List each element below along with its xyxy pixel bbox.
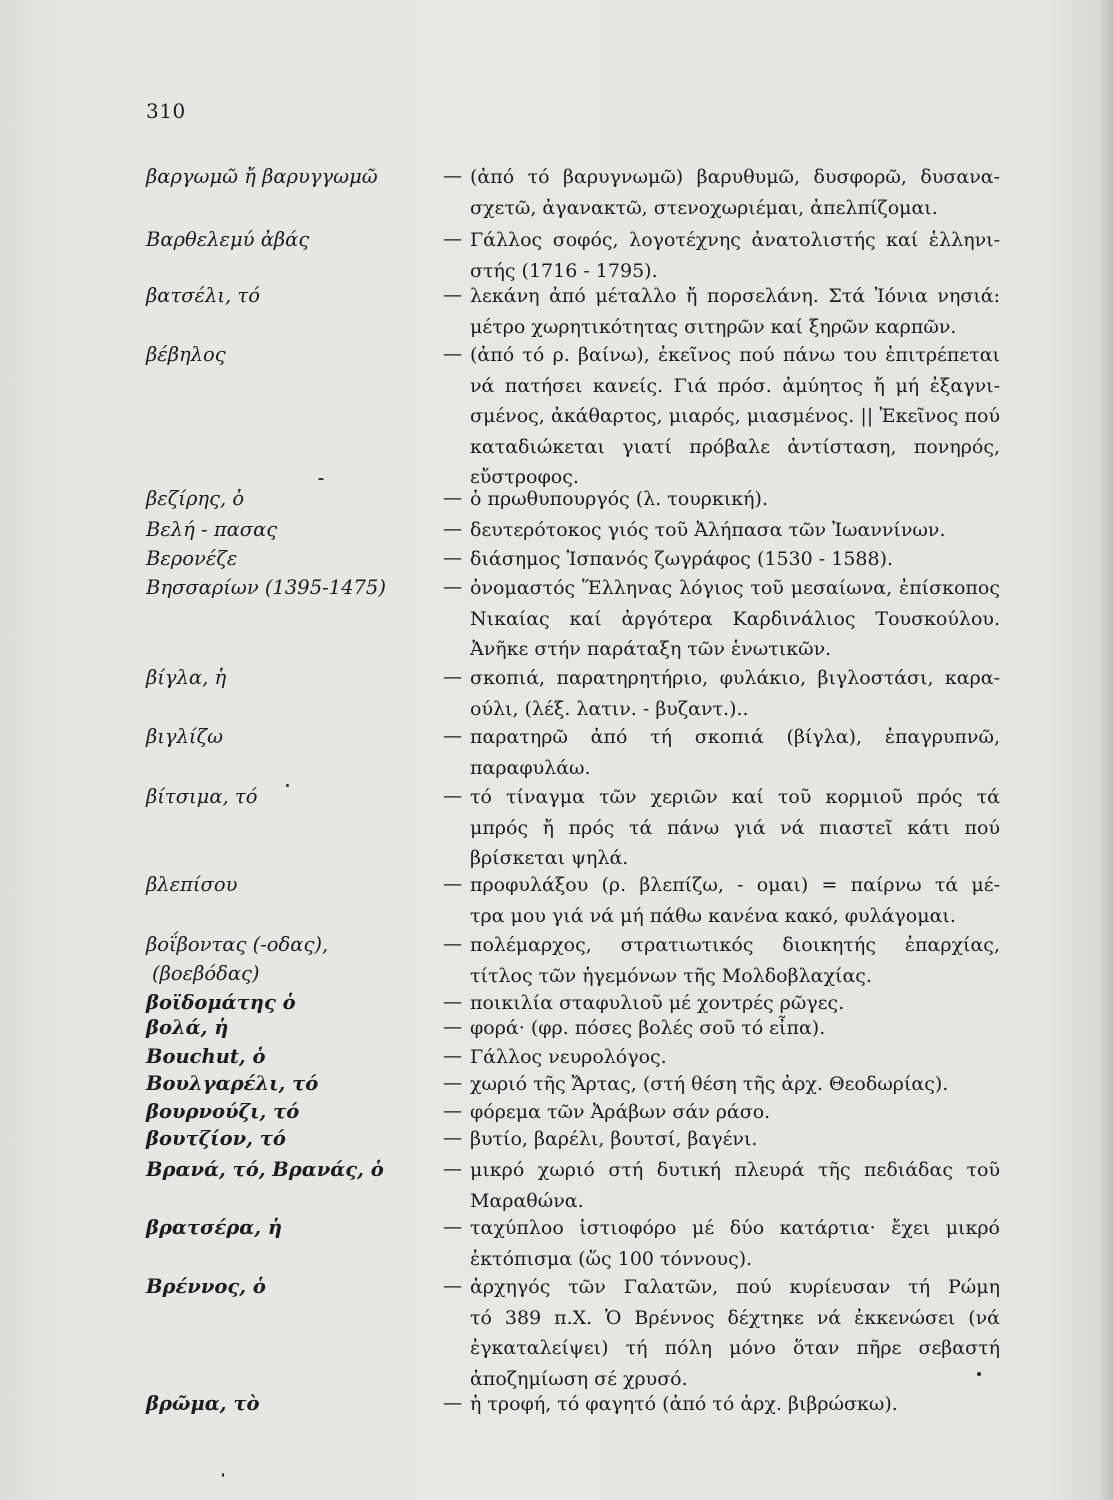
entry-definition <box>470 573 1000 665</box>
entry-dash: — <box>443 576 462 598</box>
definition-line: στής (1716 - 1795). <box>470 259 658 282</box>
entry-term-line: Bouchut, ὁ <box>146 1045 266 1068</box>
entry-dash: — <box>443 1127 462 1149</box>
entry-term-line: Βελή - πασας <box>146 518 278 541</box>
entry-definition <box>470 281 1000 342</box>
definition-line: μικρό χωριό στή δυτική πλευρά τῆς πεδιάδας τοῦ <box>470 1159 1000 1181</box>
definition-line: Γάλλος νευρολόγος. <box>470 1046 667 1068</box>
entry-term-line: βολά, ἡ <box>146 1016 229 1039</box>
entry-dash: — <box>443 785 462 807</box>
definition-line: εὔστροφος. <box>470 466 579 488</box>
definition-line: διάσημος Ἰσπανός ζωγράφος (1530 - 1588). <box>470 548 894 570</box>
definition-line: (ἀπό τό βαρυγνωμῶ) βαρυθυμῶ, δυσφορῶ, δυσανα- <box>470 166 1000 188</box>
definition-line: βυτίο, βαρέλι, βουτσί, βαγένι. <box>470 1128 758 1150</box>
entry-dash: — <box>443 1072 462 1094</box>
definition-line: σκοπιά, παρατηρητήριο, φυλάκιο, βιγλοστάσι, καρα- <box>470 667 1000 689</box>
entry-term <box>146 340 436 369</box>
definition-line: παραφυλάω. <box>470 756 591 779</box>
entry-term <box>146 870 436 899</box>
entry-definition <box>470 722 1000 783</box>
entry-term-line: Βουλγαρέλι, τό <box>146 1072 319 1095</box>
entry-term <box>146 573 436 602</box>
entry-term <box>146 484 436 513</box>
definition-line: σχετῶ, ἀγανακτῶ, στενοχωριέμαι, ἀπελπίζομαι. <box>470 196 938 219</box>
entry-term-line: Βρανά, τό, Βρανάς, ὁ <box>146 1158 384 1181</box>
entry-term <box>146 663 436 692</box>
entry-dash: — <box>443 1392 462 1414</box>
definition-line: Ἀνῆκε στήν παράταξη τῶν ἑνωτικῶν. <box>470 638 832 660</box>
entry-definition <box>470 870 1000 931</box>
entry-term-line: βέβηλος <box>146 343 226 366</box>
entry-dash: — <box>443 1216 462 1238</box>
entry-term-line: βοΐβοντας (-οδας), <box>146 933 329 956</box>
definition-line: μπρός ἤ πρός τά πάνω γιά νά πιαστεῖ κάτι πού <box>470 816 1000 839</box>
entry-term-line: βιγλίζω <box>146 725 224 748</box>
definition-line: ἐγκαταλείψει) τή πόλη μόνο ὅταν πῆρε σεβαστή <box>470 1337 1000 1359</box>
entry-term <box>146 1069 436 1098</box>
definition-line: (ἀπό τό ρ. βαίνω), ἐκεῖνος πού πάνω του ἐπιτρέπεται <box>470 344 1000 366</box>
definition-line: ταχύπλοο ἱστιοφόρο μέ δύο κατάρτια· ἔχει μικρό <box>470 1217 1000 1239</box>
entry-term-line: βοϊδομάτης ὁ <box>146 991 296 1014</box>
definition-line: μέτρο χωρητικότητας σιτηρῶν καί ξηρῶν καρπῶν. <box>470 315 957 338</box>
definition-line: πολέμαρχος, στρατιωτικός διοικητής ἐπαρχίας, <box>470 934 1000 956</box>
entry-term <box>146 1124 436 1153</box>
entry-term <box>146 1097 436 1126</box>
page-number: 310 <box>146 99 186 123</box>
entry-definition <box>470 515 1000 546</box>
entry-term <box>146 515 436 544</box>
entry-definition <box>470 162 1000 223</box>
entry-dash: — <box>443 518 462 540</box>
entry-definition <box>470 663 1000 724</box>
definition-line: ἀρχηγός τῶν Γαλατῶν, πού κυρίευσαν τή Ρώμη <box>470 1276 1000 1298</box>
definition-line: χωριό τῆς Ἄρτας, (στή θέση τῆς ἀρχ. Θεοδωρίας). <box>470 1073 949 1095</box>
definition-line: βρίσκεται ψηλά. <box>470 847 629 869</box>
definition-line: Νικαίας καί ἀργότερα Καρδινάλιος Τουσκούλου. <box>470 607 1000 630</box>
ink-speck <box>977 1372 981 1376</box>
entry-term <box>146 782 436 811</box>
entry-dash: — <box>443 343 462 365</box>
entry-definition <box>470 1042 1000 1073</box>
definition-line: τίτλος τῶν ἡγεμόνων τῆς Μολδοβλαχίας. <box>470 964 872 987</box>
definition-line: ἐκτόπισμα (ὥς 100 τόννους). <box>470 1247 753 1270</box>
entry-definition <box>470 1213 1000 1274</box>
entry-term <box>146 930 436 988</box>
entry-term <box>146 722 436 751</box>
ink-speck <box>318 478 324 480</box>
ink-speck <box>222 1473 224 1477</box>
entry-term-line: Βερονέζε <box>146 547 238 570</box>
entry-term-line: Βρέννος, ὁ <box>146 1275 266 1298</box>
definition-line: δευτερότοκος γιός τοῦ Ἀλήπασα τῶν Ἰωαννίνων. <box>470 519 946 541</box>
entry-dash: — <box>443 933 462 955</box>
entry-definition <box>470 544 1000 575</box>
entry-definition <box>470 1013 1000 1044</box>
entry-term-line: βρατσέρα, ἡ <box>146 1216 283 1239</box>
entry-definition <box>470 1097 1000 1128</box>
definition-line: ὁ πρωθυπουργός (λ. τουρκική). <box>470 488 768 510</box>
entry-definition <box>470 930 1000 991</box>
entry-definition <box>470 1389 1000 1420</box>
ink-speck <box>286 784 289 787</box>
definition-line: σμένος, ἀκάθαρτος, μιαρός, μιασμένος. || Ἐκεῖνος πού <box>470 405 1000 427</box>
entry-term-line: βατσέλι, τό <box>146 284 260 307</box>
entry-dash: — <box>443 991 462 1013</box>
entry-dash: — <box>443 547 462 569</box>
entry-term-line: βαργωμῶ ἤ βαρυγγωμῶ <box>146 165 378 188</box>
entry-term <box>146 1042 436 1071</box>
definition-line: παρατηρῶ ἀπό τή σκοπιά (βίγλα), ἐπαγρυπνῶ, <box>470 726 1000 748</box>
definition-line: Γάλλος σοφός, λογοτέχνης ἀνατολιστής καί ἑλληνι- <box>470 229 1000 251</box>
definition-line: ὀνομαστός Ἕλληνας λόγιος τοῦ μεσαίωνα, ἐπίσκοπος <box>470 577 1000 599</box>
entry-dash: — <box>443 165 462 187</box>
entry-definition <box>470 1155 1000 1216</box>
entry-definition <box>470 782 1000 874</box>
definition-line: ούλι, (λέξ. λατιν. - βυζαντ.).. <box>470 697 749 720</box>
definition-line: λεκάνη ἀπό μέταλλο ἤ πορσελάνη. Στά Ἰόνια νησιά: <box>470 285 1000 307</box>
entry-term <box>146 225 436 254</box>
entry-term-line: βίτσιμα, τό <box>146 785 258 808</box>
definition-line: καταδιώκεται γιατί πρόβαλε ἀντίσταση, πονηρός, <box>470 435 1000 458</box>
entry-definition <box>470 1272 1000 1394</box>
definition-line: τρα μου γιά νά μή πάθω κανένα κακό, φυλάγομαι. <box>470 904 956 927</box>
entry-definition <box>470 1069 1000 1100</box>
entry-dash: — <box>443 487 462 509</box>
definition-line: ποικιλία σταφυλιοῦ μέ χοντρές ρῶγες. <box>470 992 845 1014</box>
entry-definition <box>470 484 1000 515</box>
entry-term-line: βουτζίον, τό <box>146 1127 286 1150</box>
entry-dash: — <box>443 1045 462 1067</box>
definition-line: ἀποζημίωση σέ χρυσό. <box>470 1367 688 1390</box>
entry-term-line: βίγλα, ἡ <box>146 666 227 689</box>
entry-term <box>146 1389 436 1418</box>
entry-term <box>146 1213 436 1242</box>
entry-term-line: βεζίρης, ὁ <box>146 487 245 510</box>
entry-dash: — <box>443 873 462 895</box>
entry-term <box>146 1155 436 1184</box>
entry-dash: — <box>443 1275 462 1297</box>
entry-dash: — <box>443 1158 462 1180</box>
entry-definition <box>470 340 1000 493</box>
entry-dash: — <box>443 228 462 250</box>
entry-dash: — <box>443 666 462 688</box>
entry-dash: — <box>443 1016 462 1038</box>
entry-term-line: Βαρθελεμύ ἀβάς <box>146 228 310 251</box>
definition-line: προφυλάξου (ρ. βλεπίζω, - ομαι) = παίρνω τά μέ- <box>470 874 1000 896</box>
entry-term <box>146 1013 436 1042</box>
entry-term <box>146 1272 436 1301</box>
definition-line: φορά· (φρ. πόσες βολές σοῦ τό εἶπα). <box>470 1017 826 1039</box>
entry-term-line: (βοεβόδας) <box>152 962 260 985</box>
definition-line: τό 389 π.Χ. Ὁ Βρέννος δέχτηκε νά ἐκκενώσει (νά <box>470 1306 1000 1329</box>
entry-dash: — <box>443 725 462 747</box>
entry-term <box>146 162 436 191</box>
entry-dash: — <box>443 284 462 306</box>
definition-line: Μαραθώνα. <box>470 1189 584 1212</box>
definition-line: φόρεμα τῶν Ἀράβων σάν ράσο. <box>470 1101 771 1123</box>
entry-definition <box>470 1124 1000 1155</box>
definition-line: ἡ τροφή, τό φαγητό (ἀπό τό ἀρχ. βιβρώσκω). <box>470 1393 898 1415</box>
entry-definition <box>470 225 1000 286</box>
entry-dash: — <box>443 1100 462 1122</box>
entry-term-line: βλεπίσου <box>146 873 238 896</box>
entry-term-line: βρῶμα, τὸ <box>146 1392 260 1415</box>
entry-term-line: Βησσαρίων (1395-1475) <box>146 576 386 599</box>
definition-line: τό τίναγμα τῶν χεριῶν καί τοῦ κορμιοῦ πρός τά <box>470 786 1000 808</box>
definition-line: νά πατήσει κανείς. Γιά πρόσ. ἀμύητος ἤ μή ἐξαγνι- <box>470 374 1000 397</box>
entry-term-line: βουρνούζι, τό <box>146 1100 300 1123</box>
entry-term <box>146 281 436 310</box>
entry-term <box>146 544 436 573</box>
